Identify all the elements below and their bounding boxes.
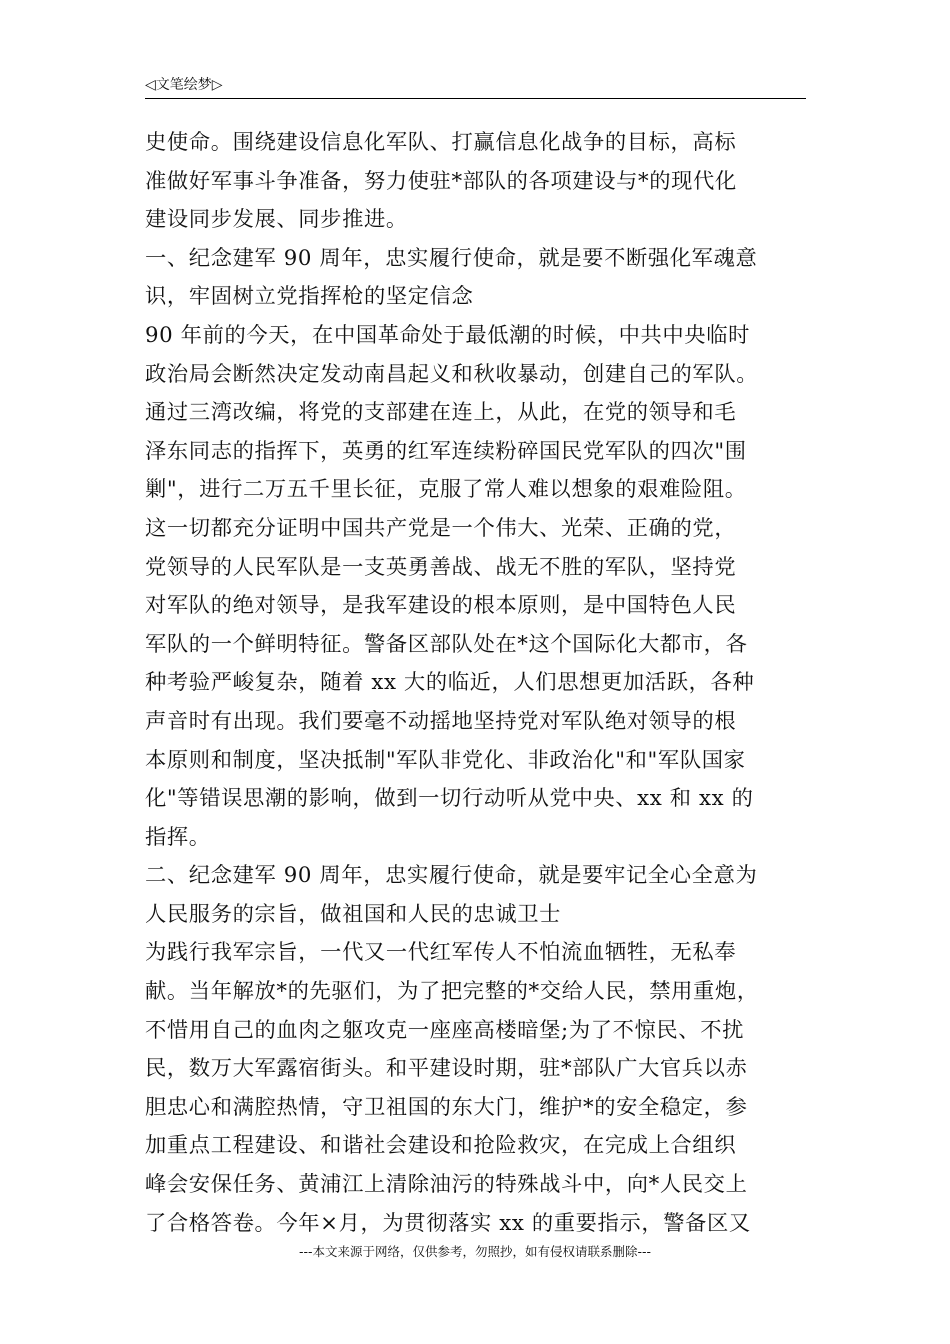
text-line: 这一切都充分证明中国共产党是一个伟大、光荣、正确的党， (145, 515, 737, 541)
text-line: 胆忠心和满腔热情，守卫祖国的东大门，维护*的安全稳定，参 (145, 1094, 748, 1120)
text-line: 声音时有出现。我们要毫不动摇地坚持党对军队绝对领导的根 (145, 708, 737, 734)
text-line: 不惜用自己的血肉之躯攻克一座座高楼暗堡;为了不惊民、不扰 (145, 1017, 744, 1043)
text-line: 剿"，进行二万五千里长征，克服了常人难以想象的艰难险阻。 (145, 477, 747, 503)
text-line: 种考验严峻复杂，随着 xx 大的临近，人们思想更加活跃，各种 (145, 670, 755, 696)
text-line: 加重点工程建设、和谐社会建设和抢险救灾，在完成上合组织 (145, 1133, 737, 1159)
text-line: 了合格答卷。今年×月，为贯彻落实 xx 的重要指示，警备区又 (145, 1210, 751, 1236)
text-line: 民，数万大军露宿街头。和平建设时期，驻*部队广大官兵以赤 (145, 1056, 748, 1082)
page-header (145, 74, 806, 99)
text-line: 指挥。 (145, 824, 211, 850)
page-footer: ---本文来源于网络，仅供参考，勿照抄，如有侵权请联系删除--- (298, 1244, 652, 1259)
text-line: 政治局会断然决定发动南昌起义和秋收暴动，创建自己的军队。 (145, 361, 759, 387)
text-line: 峰会安保任务、黄浦江上清除油污的特殊战斗中，向*人民交上 (145, 1172, 748, 1198)
section-heading-line: 人民服务的宗旨，做祖国和人民的忠诚卫士 (145, 901, 562, 927)
text-line: 史使命。围绕建设信息化军队、打赢信息化战争的目标，高标 (145, 130, 737, 155)
text-line: 通过三湾改编，将党的支部建在连上，从此，在党的领导和毛 (145, 400, 737, 426)
text-line: 泽东同志的指挥下，英勇的红军连续粉碎国民党军队的四次"围 (145, 438, 747, 464)
text-line: 对军队的绝对领导，是我军建设的根本原则，是中国特色人民 (145, 593, 737, 619)
text-line: 党领导的人民军队是一支英勇善战、战无不胜的军队，坚持党 (145, 554, 737, 580)
text-line: 军队的一个鲜明特征。警备区部队处在*这个国际化大都市，各 (145, 631, 748, 657)
text-line: 献。当年解放*的先驱们，为了把完整的*交给人民，禁用重炮， (145, 979, 759, 1005)
header-title: ◁文笔绘梦▷ (145, 77, 223, 93)
section-heading-line: 识，牢固树立党指挥枪的坚定信念 (145, 284, 474, 310)
document-body (145, 124, 806, 1243)
text-line: 为践行我军宗旨，一代又一代红军传人不怕流血牺牲，无私奉 (145, 940, 737, 966)
section-heading-line: 二、纪念建军 90 周年，忠实履行使命，就是要牢记全心全意为 (145, 863, 758, 889)
text-line: 建设同步发展、同步推进。 (145, 207, 408, 233)
text-line: 准做好军事斗争准备，努力使驻*部队的各项建设与*的现代化 (145, 168, 737, 194)
text-line: 90 年前的今天，在中国革命处于最低潮的时候，中共中央临时 (145, 322, 750, 348)
text-line: 化"等错误思潮的影响，做到一切行动听从党中央、xx 和 xx 的 (145, 786, 754, 812)
text-line: 本原则和制度，坚决抵制"军队非党化、非政治化"和"军队国家 (145, 747, 746, 773)
section-heading-line: 一、纪念建军 90 周年，忠实履行使命，就是要不断强化军魂意 (145, 245, 758, 271)
